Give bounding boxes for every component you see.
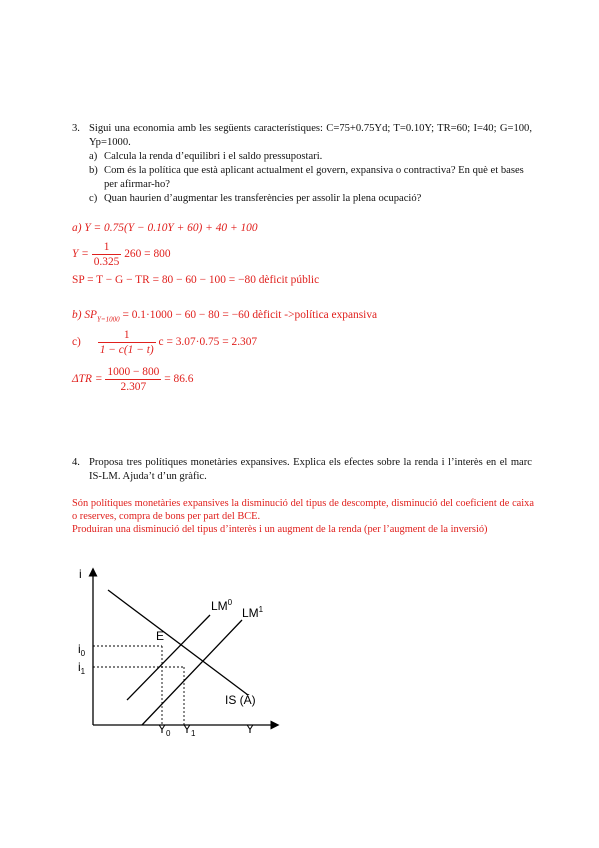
- is-lm-graph: [70, 560, 290, 750]
- fraction-numerator: 1: [98, 328, 156, 343]
- fraction: [105, 365, 161, 394]
- question-4: [72, 456, 532, 484]
- item-label: c): [72, 336, 81, 349]
- question-3-item-a: [89, 150, 532, 164]
- sp-symbol: b) SP: [72, 309, 97, 321]
- answer-4-paragraph-2: Produiran una disminució del tipus d’interès i un augment de la renda (per l’augment de la inversió): [72, 524, 488, 535]
- y0-label: $Y_0$: [158, 722, 171, 738]
- answer-a-line3: SP = T − G − TR = 80 − 60 − 100 = −80 dèficit públic: [72, 274, 320, 286]
- sp-value: = 0.1·1000 − 60 − 80 = −60 dèficit ->política expansiva: [119, 309, 378, 321]
- equation-rhs: 260 = 800: [124, 248, 171, 261]
- question-3: [72, 122, 532, 206]
- equilibrium-point-label: E: [156, 629, 165, 643]
- fraction-denominator: 2.307: [120, 381, 147, 393]
- y1-label: $Y_1$: [183, 722, 196, 738]
- item-text: Quan haurien d’augmentar les transferències per assolir la plena ocupació?: [104, 193, 422, 204]
- answer-4-paragraph-1: Són polítiques monetàries expansives la disminució del tipus de descompte, disminució del coeficient de caixa o reserves, compra de bons per part del BCE.: [72, 498, 534, 522]
- lm1-label: $LM^1$: [242, 605, 264, 620]
- i0-label: $i_0$: [78, 642, 86, 658]
- fraction-denominator: 0.325: [93, 256, 120, 268]
- answer-b-line: [72, 309, 377, 323]
- item-text: Calcula la renda d’equilibri i el saldo pressupostari.: [104, 151, 323, 162]
- question-3-item-b: [89, 164, 532, 192]
- fraction: [98, 328, 156, 357]
- answer-a-line2: [72, 240, 171, 269]
- multiplier-value: c = 3.07·0.75 = 2.307: [158, 336, 258, 349]
- fraction-denominator: 1 − c(1 − t): [99, 344, 154, 356]
- answer-a-line1: a) Y = 0.75(Y − 0.10Y + 60) + 40 + 100: [72, 222, 258, 234]
- answer-4: [72, 497, 534, 536]
- item-label: b): [89, 165, 98, 176]
- item-label: c): [89, 193, 98, 204]
- item-text: Com és la política que està aplicant actualment el govern, expansiva o contractiva? En què et bases per afirmar-ho?: [104, 165, 524, 190]
- question-4-text: Proposa tres polítiques monetàries expansives. Explica els efectes sobre la renda i l’interès en el marc IS-LM. Ajuda’t d’un gràfic.: [89, 457, 532, 482]
- delta-tr: ΔTR =: [72, 373, 103, 386]
- i1-label: $i_1$: [78, 660, 86, 676]
- fraction: [92, 240, 122, 269]
- answer-c-line2: [72, 365, 193, 394]
- question-3-number: 3.: [72, 123, 80, 134]
- question-4-number: 4.: [72, 457, 80, 468]
- item-label: a): [89, 151, 98, 162]
- fraction-numerator: 1: [92, 240, 122, 255]
- x-axis-label: Y: [246, 722, 255, 736]
- lm0-label: $LM^0$: [211, 598, 233, 613]
- question-3-item-c: [89, 192, 532, 206]
- y-axis-label: i: [79, 567, 82, 581]
- equation-lhs: Y =: [72, 248, 89, 261]
- question-3-text: Sigui una economia amb les següents característiques: C=75+0.75Yd; T=0.10Y; TR=60; I=40; G=100, Yp=1000.: [89, 123, 532, 148]
- sp-subscript: Y=1000: [97, 315, 120, 324]
- delta-tr-value: = 86.6: [164, 373, 194, 386]
- is-label: IS (Ā): [225, 693, 256, 707]
- answer-c-line1: [72, 328, 257, 357]
- fraction-numerator: 1000 − 800: [107, 366, 160, 378]
